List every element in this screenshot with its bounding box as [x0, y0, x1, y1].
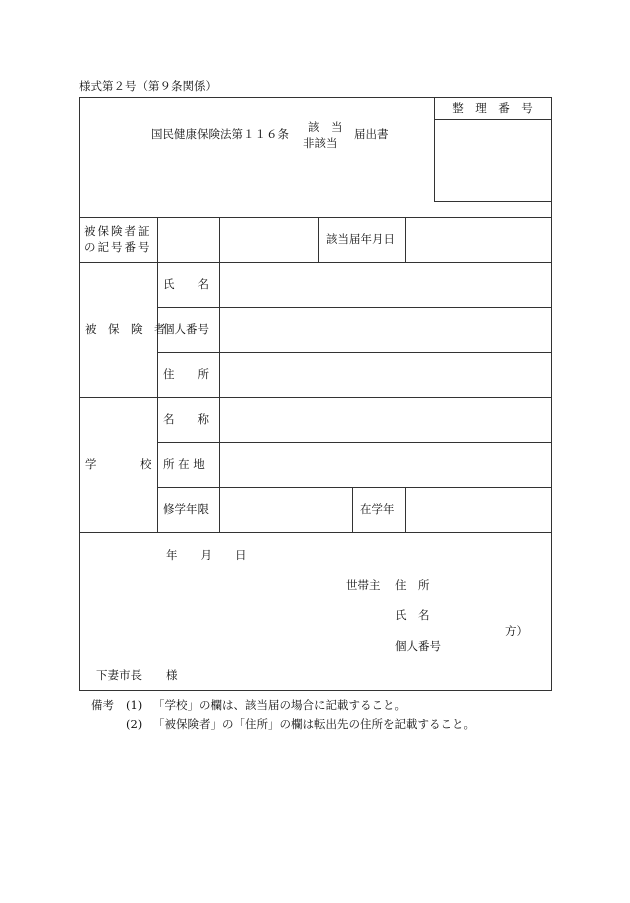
note-2-number: (2) — [126, 717, 143, 731]
insured-personal-number-label: 個人番号 — [163, 322, 209, 336]
school-name-label: 名 称 — [163, 412, 209, 426]
note-1-text: 「学校」の欄は、該当届の場合に記載すること。 — [153, 698, 406, 712]
school-location-field[interactable] — [220, 443, 551, 487]
table-border-right — [551, 97, 552, 690]
applicable-date-field[interactable] — [406, 218, 551, 262]
household-name-label: 氏 名 — [395, 608, 430, 622]
school-grade-field[interactable] — [406, 488, 551, 532]
row-line-school-bottom — [79, 532, 552, 533]
school-grade-label: 在学年 — [360, 502, 395, 516]
title-option-not-applicable: 非該当 — [303, 136, 338, 150]
addressee-label: 下妻市長 — [96, 668, 142, 682]
school-name-field[interactable] — [220, 398, 551, 442]
signature-date-label: 年 月 日 — [166, 548, 247, 562]
closing-paren: 方） — [505, 624, 528, 638]
household-personal-number-label: 個人番号 — [395, 639, 441, 653]
school-years-label: 修学年限 — [163, 502, 209, 516]
insured-card-number-field[interactable] — [220, 218, 318, 262]
insured-personal-number-field[interactable] — [220, 308, 551, 352]
applicable-date-label: 該当届年月日 — [326, 232, 395, 246]
household-address-field[interactable] — [440, 574, 548, 596]
col-line-label — [157, 217, 158, 532]
notes-label: 備考 — [91, 698, 114, 712]
table-border-bottom — [79, 690, 552, 691]
title-option-applicable: 該 当 — [308, 120, 343, 134]
insured-address-field[interactable] — [220, 353, 551, 397]
col-line-grade-label-left — [352, 487, 353, 532]
ref-number-field[interactable] — [435, 120, 551, 201]
insured-card-symbol-field[interactable] — [158, 218, 219, 262]
household-address-label: 住 所 — [395, 578, 430, 592]
ref-number-label: 整 理 番 号 — [452, 101, 533, 115]
title-main: 国民健康保険法第１１６条 — [151, 127, 289, 141]
col-line-date-label-left — [318, 217, 319, 262]
insured-section-label: 被 保 険 者 — [85, 322, 166, 336]
table-border-top — [79, 97, 552, 98]
insured-card-label-line2: の記号番号 — [84, 240, 152, 254]
insured-name-field[interactable] — [220, 263, 551, 307]
school-years-field[interactable] — [220, 488, 352, 532]
household-personal-number-field[interactable] — [450, 636, 548, 658]
school-section-label-right: 校 — [140, 457, 152, 471]
note-2-text: 「被保険者」の「住所」の欄は転出先の住所を記載すること。 — [153, 717, 475, 731]
addressee-honorific: 様 — [166, 668, 178, 682]
household-head-label: 世帯主 — [346, 578, 381, 592]
note-1-number: (1) — [126, 698, 143, 712]
form-label: 様式第２号（第９条関係） — [79, 79, 217, 93]
ref-box-bottom — [434, 201, 551, 202]
insured-address-label: 住 所 — [163, 367, 209, 381]
insured-card-label-line1: 被保険者証 — [84, 224, 152, 238]
insured-name-label: 氏 名 — [163, 277, 209, 291]
table-border-left — [79, 97, 80, 690]
title-suffix: 届出書 — [354, 127, 389, 141]
school-location-label: 所 在 地 — [163, 457, 205, 471]
household-name-field[interactable] — [440, 604, 548, 626]
school-section-label-left: 学 — [85, 457, 97, 471]
